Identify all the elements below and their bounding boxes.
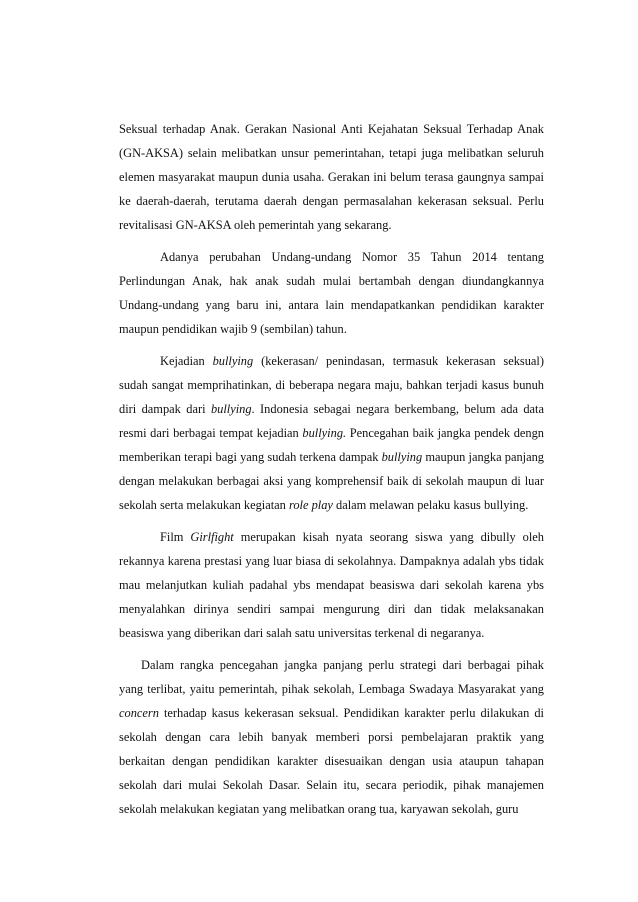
paragraph-3-text: maupun jangka panjang dengan melakukan berbagai aksi yang komprehensif baik di sekolah maupun di luar sekolah serta melakukan kegiatan (119, 450, 544, 512)
paragraph-1 (119, 117, 544, 237)
paragraph-5-italic-term: concern (119, 706, 159, 720)
paragraph-5-text: terhadap kasus kekerasan seksual. Pendidikan karakter perlu dilakukan di sekolah dengan cara lebih banyak memberi porsi pembelajaran praktik yang berkaitan dengan pendidikan karakter disesuaikan dengan usia ataupun tahapan sekolah dari mulai Sekolah Dasar. Selain itu, secara periodik, pihak manajemen sekolah melakukan kegiatan yang melibatkan orang tua, karyawan sekolah, guru (119, 706, 544, 816)
paragraph-4-text: merupakan kisah nyata seorang siswa yang dibully oleh rekannya karena prestasi yang luar biasa di sekolahnya. Dampaknya adalah ybs tidak mau melanjutkan kuliah padahal ybs mendapat beasiswa dari sekolah karena ybs menyalahkan dirinya sendiri sampai mengurung diri dan tidak melaksanakan beasiswa yang diberikan dari salah satu universitas terkenal di negaranya. (119, 530, 544, 640)
paragraph-3 (119, 349, 544, 517)
paragraph-4 (119, 525, 544, 645)
paragraph-2 (119, 245, 544, 341)
paragraph-3-text: Pencegahan baik jangka pendek dengn memberikan terapi bagi yang sudah terkena dampak (119, 426, 544, 464)
paragraph-1-text: Seksual terhadap Anak. Gerakan Nasional Anti Kejahatan Seksual Terhadap Anak (GN-AKSA) selain melibatkan unsur pemerintahan, tetapi juga melibatkan seluruh elemen masyarakat maupun dunia usaha. Gerakan ini belum terasa gaungnya sampai ke daerah-daerah, terutama daerah dengan permasalahan kekerasan seksual. Perlu revitalisasi GN-AKSA oleh pemerintah yang sekarang. (119, 122, 544, 232)
paragraph-3-italic-term: bullying (210, 402, 252, 416)
paragraph-3-text: Kejadian (160, 354, 213, 368)
paragraph-5-text: Dalam rangka pencegahan jangka panjang perlu strategi dari berbagai pihak yang terlibat, yaitu pemerintah, pihak sekolah, Lembaga Swadaya Masyarakat yang (119, 658, 544, 696)
paragraph-3-italic-term: bullying (212, 354, 254, 368)
paragraph-3-text: dalam melawan pelaku kasus bullying. (332, 498, 529, 512)
paragraph-3-italic-term: bullying (381, 450, 423, 464)
paragraph-4-text: Film (160, 530, 191, 544)
paragraph-5 (119, 653, 544, 821)
paragraph-2-text: Adanya perubahan Undang-undang Nomor 35 Tahun 2014 tentang Perlindungan Anak, hak anak sudah mulai bertambah dengan diundangkannya Undang-undang yang baru ini, antara lain mendapatkankan pendidikan karakter maupun pendidikan wajib 9 (sembilan) tahun. (119, 250, 544, 336)
paragraph-3-italic-term: bullying. (302, 426, 347, 440)
paragraph-4-italic-title: Girlfight (190, 530, 234, 544)
paragraph-3-text: . Indonesia sebagai negara berkembang, belum ada data resmi dari berbagai tempat kejadian (119, 402, 544, 440)
paragraph-3-italic-term: role play (288, 498, 333, 512)
document-page (119, 117, 544, 821)
paragraph-3-text: (kekerasan/ penindasan, termasuk kekerasan seksual) sudah sangat memprihatinkan, di beberapa negara maju, bahkan terjadi kasus bunuh diri dampak dari (119, 354, 544, 416)
